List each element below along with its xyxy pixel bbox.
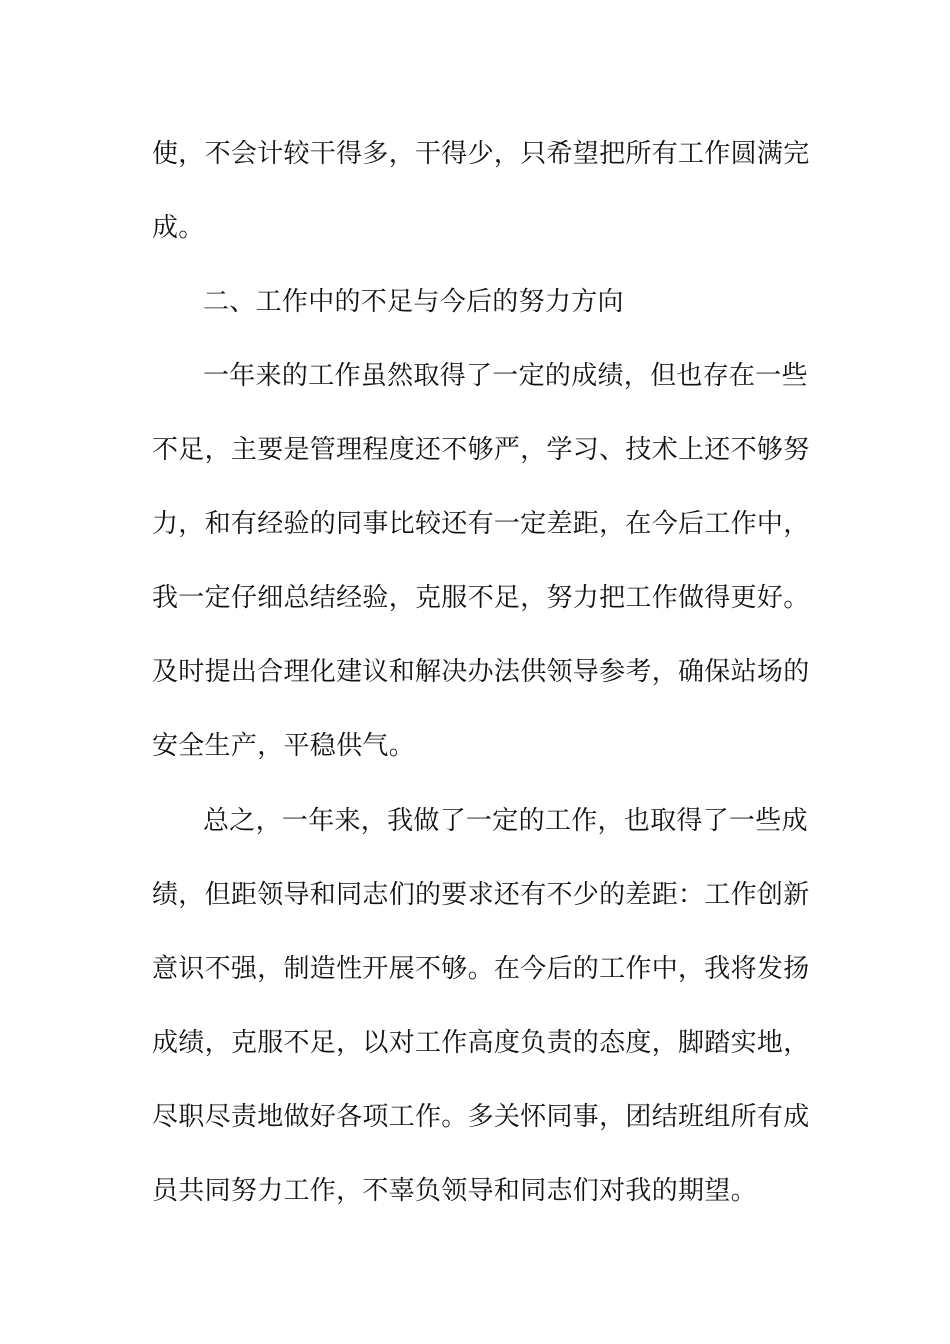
text-line: 及时提出合理化建议和解决办法供领导参考，确保站场的 — [152, 657, 810, 687]
text-line: 员共同努力工作，不辜负领导和同志们对我的期望。 — [152, 1176, 757, 1206]
text-line: 成。 — [152, 213, 205, 243]
text-line: 使，不会计较干得多，干得少，只希望把所有工作圆满完 — [152, 139, 810, 169]
section-heading: 二、工作中的不足与今后的努力方向 — [203, 287, 624, 317]
text-line: 绩，但距领导和同志们的要求还有不少的差距：工作创新 — [152, 880, 810, 910]
text-line: 不足，主要是管理程度还不够严，学习、技术上还不够努 — [152, 435, 810, 465]
text-line: 意识不强，制造性开展不够。在今后的工作中，我将发扬 — [152, 954, 810, 984]
text-line: 安全生产，平稳供气。 — [152, 731, 416, 761]
text-line: 成绩，克服不足，以对工作高度负责的态度，脚踏实地， — [152, 1028, 810, 1058]
text-line: 我一定仔细总结经验，克服不足，努力把工作做得更好。 — [152, 583, 810, 613]
text-line: 一年来的工作虽然取得了一定的成绩，但也存在一些 — [203, 361, 808, 391]
text-line: 尽职尽责地做好各项工作。多关怀同事，团结班组所有成 — [152, 1102, 810, 1132]
text-line: 力，和有经验的同事比较还有一定差距，在今后工作中， — [152, 509, 810, 539]
text-line: 总之，一年来，我做了一定的工作，也取得了一些成 — [203, 806, 808, 836]
